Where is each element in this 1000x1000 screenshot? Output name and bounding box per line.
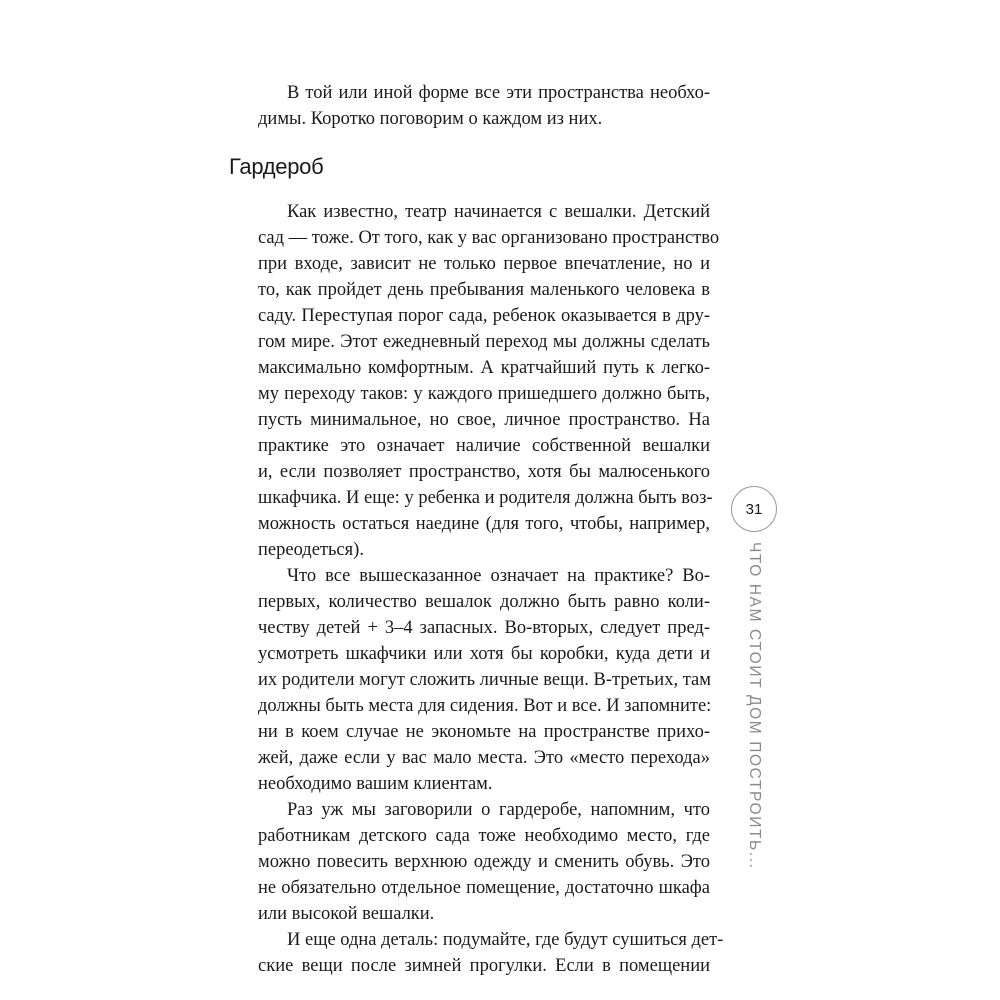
page-number: 31 bbox=[745, 500, 763, 518]
body-line: сад — тоже. От того, как у вас организовано пространство bbox=[258, 228, 720, 248]
body-line: необходимо вашим клиентам. bbox=[258, 774, 493, 794]
intro-line-1: В той или иной форме все эти пространства необхо- bbox=[287, 83, 710, 103]
body-line: при входе, зависит не только первое впечатление, но и bbox=[258, 254, 710, 274]
running-head: ЧТО НАМ СТОИТ ДОМ ПОСТРОИТЬ... bbox=[746, 542, 763, 870]
body-line: практике это означает наличие собственной вешалки bbox=[258, 436, 710, 456]
body-line: жей, даже если у вас мало места. Это «место перехода» bbox=[258, 748, 710, 768]
body-line: можно повесить верхнюю одежду и сменить обувь. Это bbox=[258, 852, 710, 872]
body-line: ские вещи после зимней прогулки. Если в помещении bbox=[258, 956, 710, 976]
intro-line-2: димы. Коротко поговорим о каждом из них. bbox=[258, 109, 603, 129]
section-heading: Гардероб bbox=[229, 154, 324, 179]
body-line: должны быть места для сидения. Вот и все. И запомните: bbox=[258, 696, 712, 716]
body-line: работникам детского сада тоже необходимо место, где bbox=[258, 826, 710, 846]
body-line: не обязательно отдельное помещение, достаточно шкафа bbox=[258, 878, 710, 898]
body-line: честву детей + 3–4 запасных. Во-вторых, следует пред- bbox=[258, 618, 710, 638]
body-line: то, как пройдет день пребывания маленького человека в bbox=[258, 280, 710, 300]
body-line: можность остаться наедине (для того, чтобы, например, bbox=[258, 514, 710, 534]
body-line: Что все вышесказанное означает на практике? Во- bbox=[287, 566, 710, 586]
body-line: первых, количество вешалок должно быть равно коли- bbox=[258, 592, 710, 612]
body-line: усмотреть шкафчики или хотя бы коробки, куда дети и bbox=[258, 644, 710, 664]
body-line: максимально комфортным. А кратчайший путь к легко- bbox=[258, 358, 710, 378]
body-line: саду. Переступая порог сада, ребенок оказывается в дру- bbox=[258, 306, 710, 326]
body-line: переодеться). bbox=[258, 540, 364, 560]
body-line: шкафчика. И еще: у ребенка и родителя должна быть воз- bbox=[258, 488, 713, 508]
body-line: И еще одна деталь: подумайте, где будут сушиться дет- bbox=[287, 930, 724, 950]
body-line: или высокой вешалки. bbox=[258, 904, 435, 924]
body-line: и, если позволяет пространство, хотя бы малюсенького bbox=[258, 462, 710, 482]
page-number-badge bbox=[731, 486, 777, 532]
body-line: гом мире. Этот ежедневный переход мы должны сделать bbox=[258, 332, 710, 352]
body-line: их родители могут сложить личные вещи. В-третьих, там bbox=[258, 670, 711, 690]
body-line: му переходу таков: у каждого пришедшего должно быть, bbox=[258, 384, 710, 404]
body-line: ни в коем случае не экономьте на пространстве прихо- bbox=[258, 722, 710, 742]
body-line: Раз уж мы заговорили о гардеробе, напомним, что bbox=[287, 800, 710, 820]
body-line: пусть минимальное, но свое, личное пространство. На bbox=[258, 410, 710, 430]
body-line: Как известно, театр начинается с вешалки. Детский bbox=[287, 202, 710, 222]
